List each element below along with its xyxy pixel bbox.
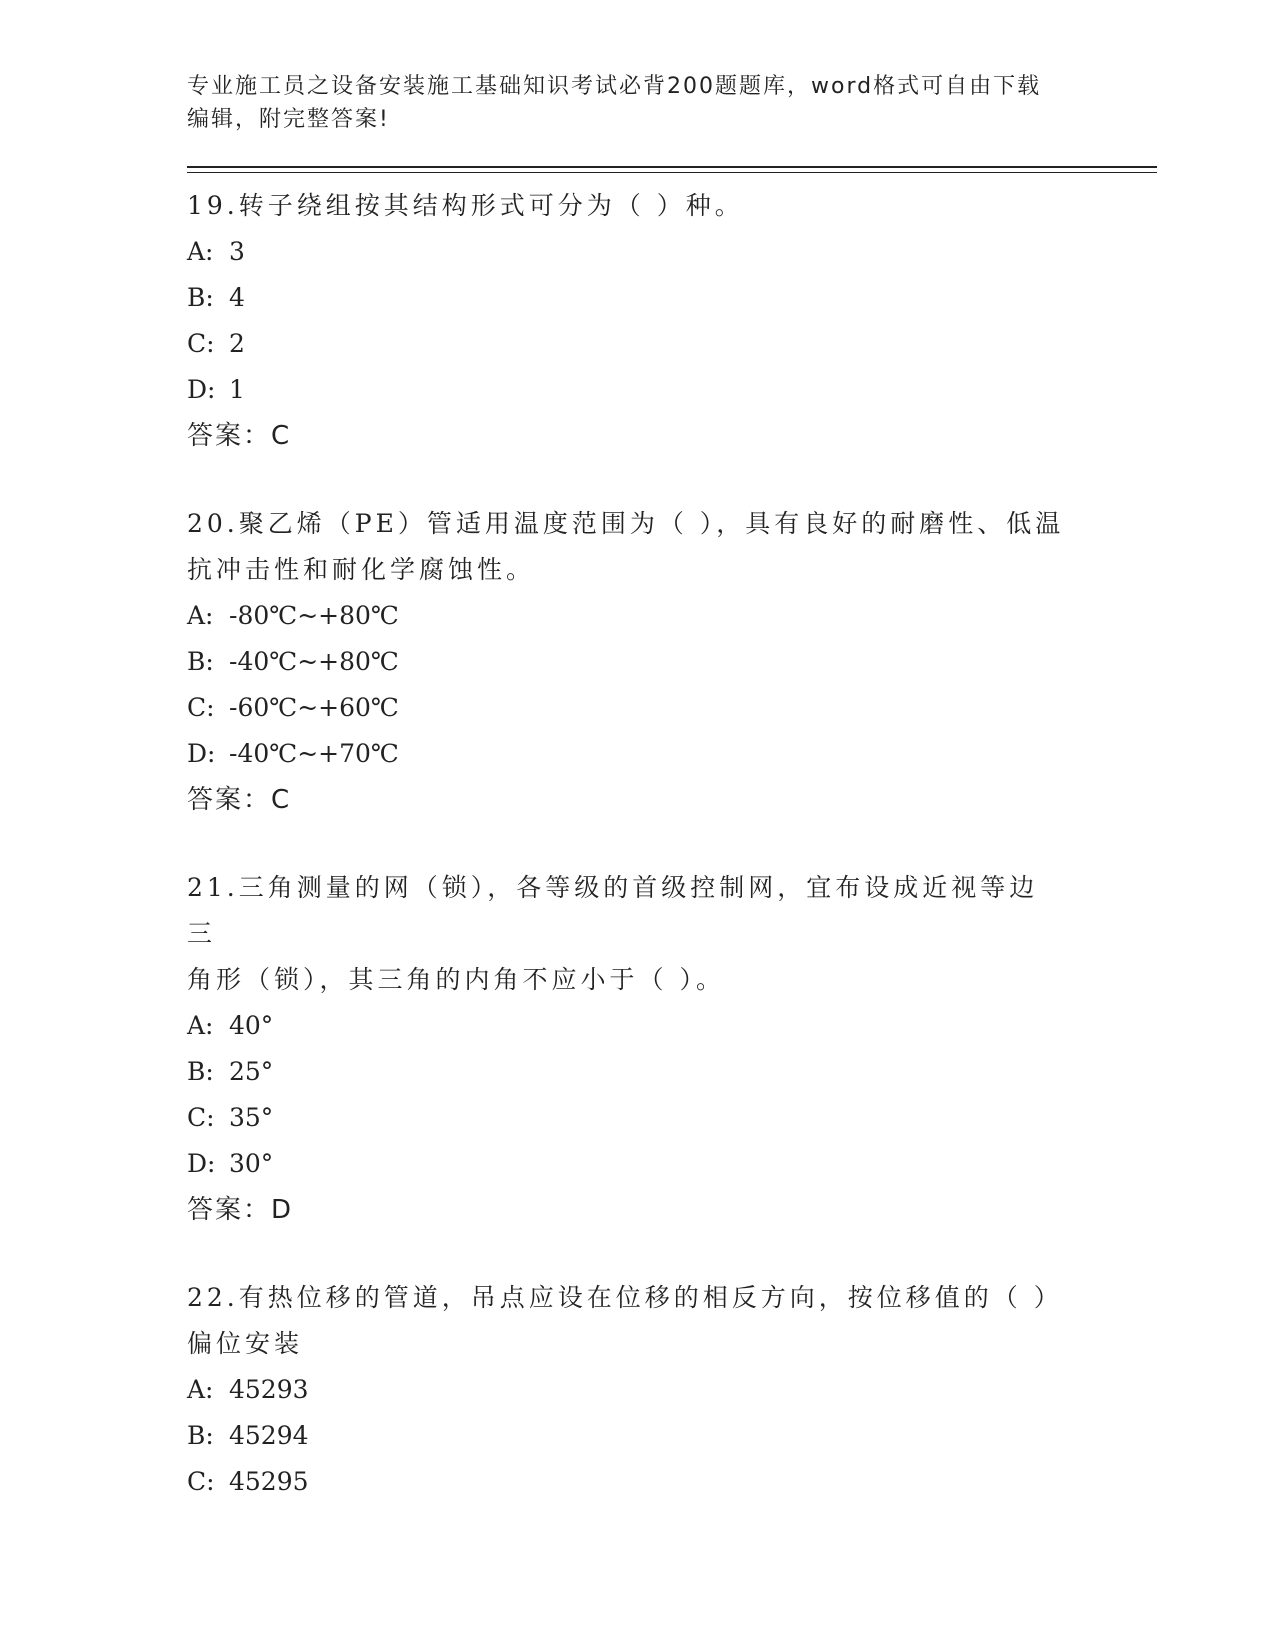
option-b: B: 4 bbox=[187, 283, 245, 312]
option-b: B: 45294 bbox=[187, 1421, 309, 1450]
question-20 bbox=[187, 501, 1157, 823]
option-b: B: -40℃~+80℃ bbox=[187, 647, 399, 676]
header-divider bbox=[187, 166, 1157, 173]
document-header bbox=[187, 70, 1067, 136]
option-d: D: 30° bbox=[187, 1149, 274, 1178]
question-text bbox=[187, 865, 1067, 1003]
header-line-1: 专业施工员之设备安装施工基础知识考试必背200题题库，word格式可自由下载 bbox=[187, 74, 1042, 99]
option-b: B: 25° bbox=[187, 1057, 274, 1086]
question-21 bbox=[187, 865, 1157, 1233]
header-line-2: 编辑，附完整答案! bbox=[187, 107, 390, 132]
option-c: C: 45295 bbox=[187, 1467, 309, 1496]
question-line: 20.聚乙烯（PE）管适用温度范围为（ ），具有良好的耐磨性、低温 bbox=[187, 509, 1065, 538]
question-19 bbox=[187, 183, 1157, 459]
question-line: 22.有热位移的管道，吊点应设在位移的相反方向，按位移值的（ ） bbox=[187, 1283, 1063, 1312]
option-d: D: -40℃~+70℃ bbox=[187, 739, 399, 768]
question-line: 角形（锁），其三角的内角不应小于（ ）。 bbox=[187, 965, 725, 994]
option-a: A: 3 bbox=[187, 237, 245, 266]
option-c: C: 35° bbox=[187, 1103, 274, 1132]
document-page bbox=[187, 70, 1157, 1505]
option-c: C: -60℃~+60℃ bbox=[187, 693, 399, 722]
option-a: A: 45293 bbox=[187, 1375, 309, 1404]
option-c: C: 2 bbox=[187, 329, 245, 358]
question-line: 偏位安装 bbox=[187, 1329, 304, 1358]
answer: 答案：D bbox=[187, 1195, 294, 1225]
answer: 答案：C bbox=[187, 421, 292, 451]
question-line: 21.三角测量的网（锁），各等级的首级控制网，宜布设成近视等边三 bbox=[187, 873, 1039, 948]
question-line: 抗冲击性和耐化学腐蚀性。 bbox=[187, 555, 536, 584]
question-text: 19.转子绕组按其结构形式可分为（ ）种。 bbox=[187, 191, 744, 220]
question-22 bbox=[187, 1275, 1157, 1505]
option-a: A: 40° bbox=[187, 1011, 274, 1040]
option-a: A: -80℃~+80℃ bbox=[187, 601, 399, 630]
question-text bbox=[187, 1275, 1067, 1367]
question-text bbox=[187, 501, 1067, 593]
answer: 答案：C bbox=[187, 785, 292, 815]
option-d: D: 1 bbox=[187, 375, 245, 404]
